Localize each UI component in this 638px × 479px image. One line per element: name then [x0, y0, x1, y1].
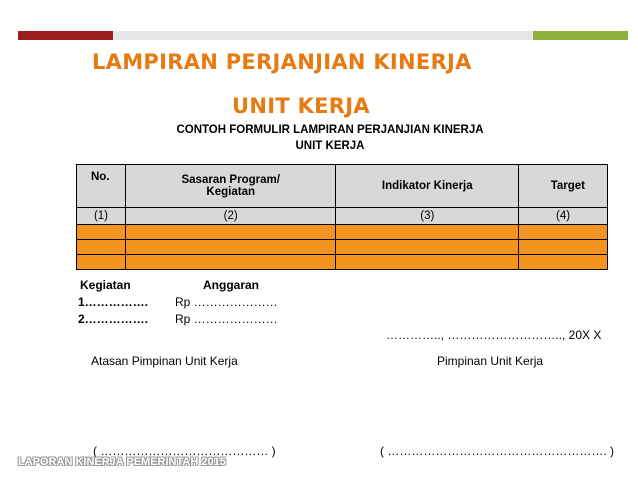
top-bar-red-segment: [18, 31, 113, 40]
page-title: LAMPIRAN PERJANJIAN KINERJA: [92, 50, 472, 74]
kegiatan-item-2: 2…………….: [78, 312, 149, 326]
performance-form-table: [76, 164, 608, 270]
numbering-cell: (4): [519, 208, 608, 225]
numbering-cell: (1): [77, 208, 126, 225]
supervisor-title: Atasan Pimpinan Unit Kerja: [91, 354, 238, 368]
table-cell[interactable]: [125, 240, 336, 255]
anggaran-label: Anggaran: [203, 278, 260, 292]
table-cell[interactable]: [519, 240, 608, 255]
table-numbering-row: [77, 208, 608, 225]
table-cell[interactable]: [336, 240, 519, 255]
numbering-cell: (3): [336, 208, 519, 225]
table-cell[interactable]: [77, 225, 126, 240]
table-cell[interactable]: [336, 255, 519, 270]
supervisor-signature-name: ( …………………………………… ): [93, 444, 276, 458]
header-indikator: Indikator Kinerja: [336, 165, 519, 208]
table-cell[interactable]: [336, 225, 519, 240]
header-sasaran-line1: Sasaran Program/: [181, 174, 280, 186]
kegiatan-label: Kegiatan: [80, 278, 131, 292]
form-subtitle-line2: UNIT KERJA: [295, 140, 365, 152]
unit-head-title: Pimpinan Unit Kerja: [437, 354, 544, 368]
table-row: [77, 225, 608, 240]
unit-head-signature-name: ( ………………………………………………. ): [380, 444, 614, 458]
header-no: No.: [77, 165, 126, 208]
kegiatan-item-1: 1…………….: [78, 295, 149, 309]
place-date-line: ………….., ……………………….., 20X X: [386, 328, 602, 342]
table-row: [77, 255, 608, 270]
table-cell[interactable]: [77, 240, 126, 255]
table-cell[interactable]: [519, 225, 608, 240]
table-row: [77, 240, 608, 255]
decorative-top-bar: [18, 31, 628, 40]
top-bar-green-segment: [533, 31, 628, 40]
anggaran-amount-2: Rp …………………: [175, 312, 278, 326]
header-sasaran: [125, 165, 336, 208]
anggaran-amount-1: Rp …………………: [175, 295, 278, 309]
page-title-line2: UNIT KERJA: [232, 94, 370, 118]
header-target: Target: [519, 165, 608, 208]
footer-caption: LAPORAN KINERJA PEMERINTAH 2015: [18, 456, 226, 468]
header-sasaran-line2: Kegiatan: [206, 186, 255, 198]
top-bar-gray-segment: [113, 31, 533, 40]
table-header-row: [77, 165, 608, 208]
numbering-cell: (2): [125, 208, 336, 225]
table-cell[interactable]: [77, 255, 126, 270]
table-cell[interactable]: [125, 255, 336, 270]
table-cell[interactable]: [519, 255, 608, 270]
form-subtitle: CONTOH FORMULIR LAMPIRAN PERJANJIAN KINERJA: [176, 124, 484, 136]
table-cell[interactable]: [125, 225, 336, 240]
